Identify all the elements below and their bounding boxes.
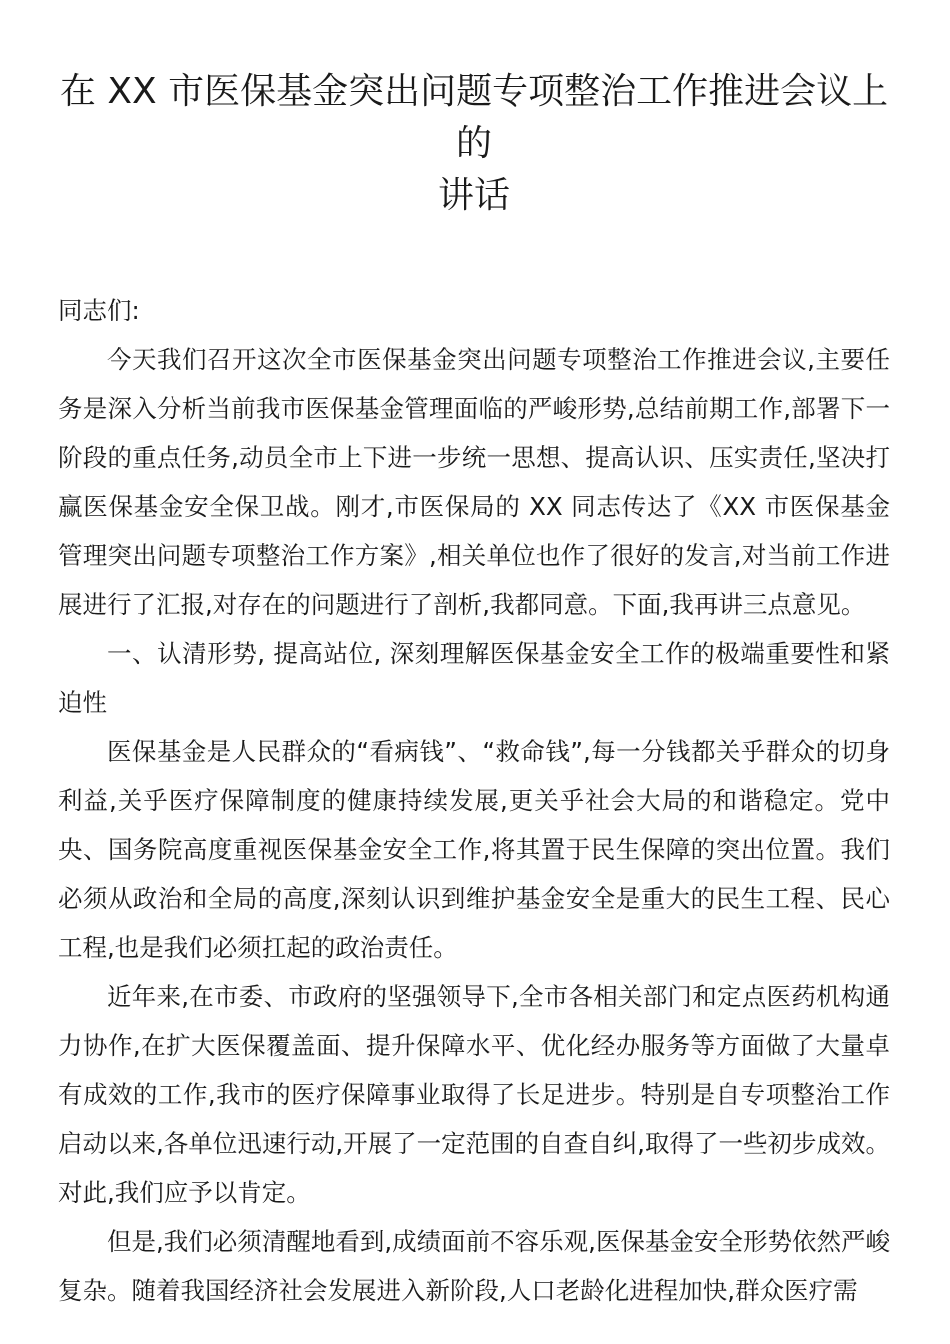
document-body [58,286,890,1315]
section-1-heading: 一、认清形势, 提高站位, 深刻理解医保基金安全工作的极端重要性和紧迫性 [58,639,890,717]
salutation: 同志们: [58,296,140,325]
document-title [58,66,890,222]
section-1-paragraph-1: 医保基金是人民群众的“看病钱”、“救命钱”,每一分钱都关乎群众的切身利益,关乎医疗保障制度的健康持续发展,更关乎社会大局的和谐稳定。党中央、国务院高度重视医保基金安全工作,将其置于民生保障的突出位置。我们必须从政治和全局的高度,深刻认识到维护基金安全是重大的民生工程、民心工程,也是我们必须扛起的政治责任。 [58,737,890,962]
title-line-1: 在 XX 市医保基金突出问题专项整治工作推进会议上的 [59,71,889,164]
title-line-2: 讲话 [437,175,510,216]
section-1-paragraph-3: 但是,我们必须清醒地看到,成绩面前不容乐观,医保基金安全形势依然严峻复杂。随着我国经济社会发展进入新阶段,人口老龄化进程加快,群众医疗需 [58,1227,890,1305]
section-1-paragraph-2: 近年来,在市委、市政府的坚强领导下,全市各相关部门和定点医药机构通力协作,在扩大医保覆盖面、提升保障水平、优化经办服务等方面做了大量卓有成效的工作,我市的医疗保障事业取得了长足进步。特别是自专项整治工作启动以来,各单位迅速行动,开展了一定范围的自查自纠,取得了一些初步成效。对此,我们应予以肯定。 [58,982,890,1207]
intro-paragraph: 今天我们召开这次全市医保基金突出问题专项整治工作推进会议,主要任务是深入分析当前我市医保基金管理面临的严峻形势,总结前期工作,部署下一阶段的重点任务,动员全市上下进一步统一思想、提高认识、压实责任,坚决打赢医保基金安全保卫战。刚才,市医保局的 XX 同志传达了《XX 市医保基金管理突出问题专项整治工作方案》,相关单位也作了很好的发言,对当前工作进展进行了汇报,对存在的问题进行了剖析,我都同意。下面,我再讲三点意见。 [58,345,890,619]
